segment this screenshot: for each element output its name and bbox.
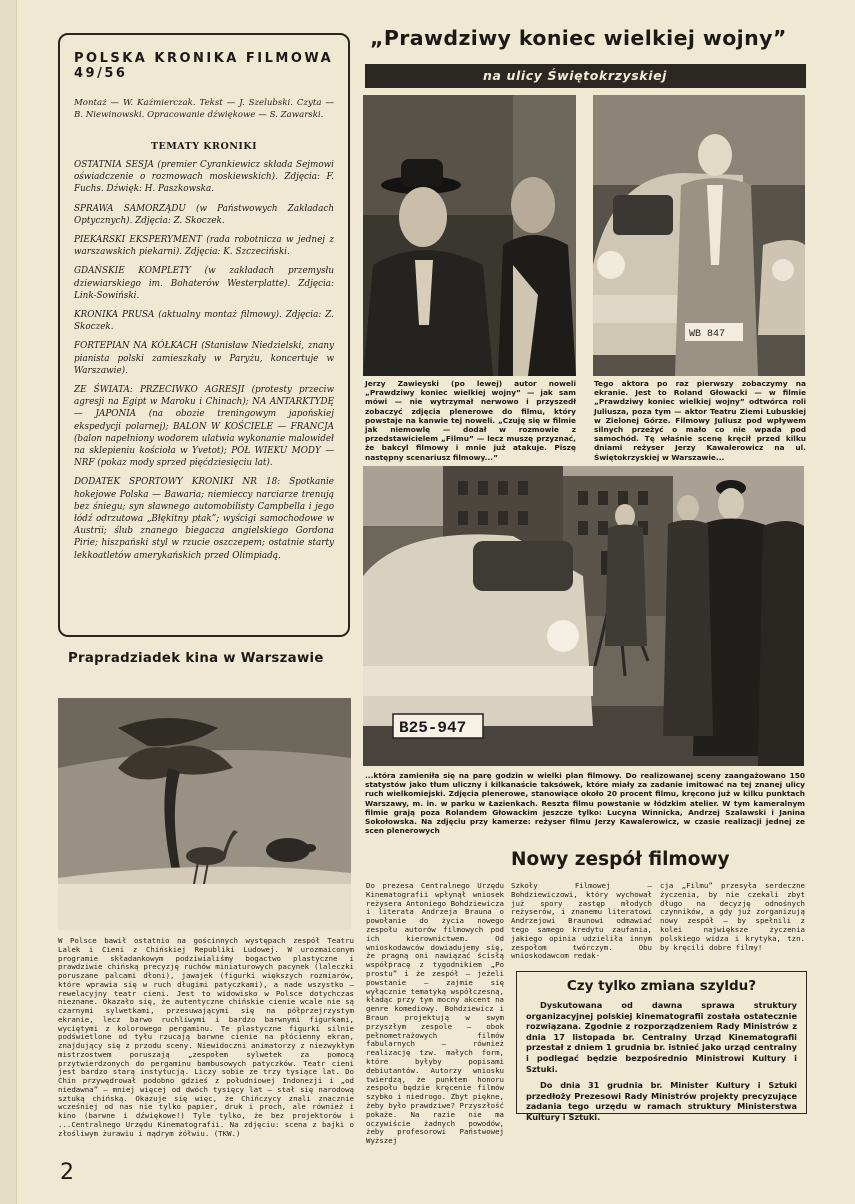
topics-heading: TEMATY KRONIKI — [150, 141, 258, 152]
topic-item: PIEKARSKI EKSPERYMENT (rada robotnicza w jednej z warszawskich piekarni). Zdjęcia: K. Szczeciński. — [74, 235, 334, 258]
topic-item: DODATEK SPORTOWY KRONIKI NR 18: Spotkanie hokejowe Polska — Bawaria; niemieccy narciarze trenują bez śniegu; syn sławnego automobilisty Campbella i jego łódź odrzutowa „Błękitny ptak”; wyścigi samochodowe w Austrii; ślub znanego biegacza angielskiego Gordona Pirie; hiszpański styl w rzucie oszczepem; ostatnie starty lekkoatletów amerykańskich przed Olimpiadą. — [74, 477, 334, 561]
topic-item: ZE ŚWIATA: PRZECIWKO AGRESJI (protesty przeciw agresji na Egipt w Maroku i Chinach); NA ANTARKTYDĘ — JAPONIA (na obozie treningowym japońskiej ekspedycji polarnej); BALON W KOŚCIELE — FRANCJA (balon napełniony wodorem ulatwia wykonanie malowideł na sklepieniu kościoła w Yvetot); PÓŁ WIEKU MODY — NRF (pokaz mody sprzed pięćdziesięciu lat). — [74, 385, 334, 469]
topic-item: FORTEPIAN NA KÓŁKACH (Stanisław Niedzielski, znany pianista polski zamieszkały w Paryżu, koncertuje w Warszawie). — [74, 341, 334, 376]
newsreel-info-box — [58, 33, 350, 637]
grandpa-article-title: Prapradziadek kina w Warszawie — [68, 651, 324, 666]
notice-paragraph: Dyskutowana od dawna sprawa struktury organizacyjnej polskiej kinematografii została ostatecznie rozwiązana. Zgodnie z rozporządzeniem Rady Ministrów z dnia 17 listopada br. Centralny Urząd Kinematografii przestał z dniem 1 grudnia br. istnieć jako urząd centralny i podlegać będzie bezpośrednio Ministrowi Kultury i Sztuki. — [526, 1000, 797, 1074]
topic-item: OSTATNIA SESJA (premier Cyrankiewicz składa Sejmowi oświadczenie o rozmowach moskiewskich). Zdjęcia: F. Fuchs. Dźwięk: H. Paszkowska. — [74, 160, 334, 195]
main-article-title: „Prawdziwy koniec wielkiej wojny” — [370, 26, 787, 50]
topic-item: KRONIKA PRUSA (aktualny montaż filmowy). Zdjęcia: Z. Skoczek. — [74, 310, 334, 333]
info-box-header: POLSKA KRONIKA FILMOWA 49/56 — [74, 51, 334, 81]
photo-shadow-theatre — [58, 698, 351, 930]
notice-paragraph: Do dnia 31 grudnia br. Minister Kultury i Sztuki przedłoży Prezesowi Rady Ministrów projekty precyzujące zadania tego urzędu w ramach struktury Ministerstwa Kultury i Sztuki. — [526, 1080, 797, 1122]
new-team-column-1: Do prezesa Centralnego Urzędu Kinematografii wpłynął wniosek reżysera Antoniego Bohdziewicza i literata Andrzeja Brauna o powołanie do życia nowego zespołu autorów filmowych pod ich kierownictwem. Od wnioskodawców dowiadujemy się, że pragną oni nawiązać ścisłą współpracę z tygodnikiem „Po prostu” i że zespół — jeżeli powstanie — zajmie się wyłącznie tematyką współczesną, kładąc przy tym mocny akcent na genre komediowy. Bohdziewicz i Braun projektują w swym przyszłym zespole — obok pełnometrażowych filmów fabularnych — również realizację tzw. małych form, które byłyby popisami debiutantów. Autorzy wniosku twierdzą, że punktem honoru zespołu będzie kręcenie filmów szybko i niedrogo. Zbyt piękne, żeby było prawdziwe? Przyszłość pokaże. Na razie nie ma oczywiście żadnych powodów, żeby profesorowi Państwowej Wyższej — [366, 881, 504, 1146]
license-plate-large: B25-947 — [399, 719, 467, 737]
topic-item: SPRAWA SAMORZĄDU (w Państwowych Zakładach Optycznych). Zdjęcia: Z. Skoczek. — [74, 203, 334, 226]
caption-film-set: ...która zamieniła się na parę godzin w wielki plan filmowy. Do realizowanej sceny zaangażowano 150 statystów jako tłum uliczny i kilkanaście taksówek, które miały za zadanie imitować na tej znanej ulicy ruch wielkomiejski. Zdjęcia plenerowe, stanowiące około 20 procent filmu, kręcono już w kilku punktach Warszawy, m. in. w parku w Łazienkach. Reszta filmu powstanie w łódzkim atelier. W tym kameralnym filmie grają poza Rolandem Głowackim jeszcze tylko: Lucyna Winnicka, Andrzej Szalawski i Janina Sokołowska. Na zdjęciu przy kamerze: reżyser filmu Jerzy Kawalerowicz, w czasie realizacji jednej ze scen plenerowych — [365, 771, 805, 836]
new-team-column-2: Szkoły Filmowej — Bohdziewiczowi, który wychował już spory zastęp młodych reżyserów, i znanemu literatowi Andrzejowi Braunowi odmawiać tego samego kredytu zaufania, jakiego opinia udzieliła innym zespołom twórczym. Obu wnioskodawcom redak- — [511, 881, 652, 961]
grandpa-article-text: W Polsce bawił ostatnio na gościnnych występach zespół Teatru Lalek i Cieni z Chińskiej Republiki Ludowej. W urozmaiconym programie składankowym podziwialiśmy bogactwo plastyczne i prawdziwie chińską precyzję ruchów miniaturowych pacynek (laleczki poruszane palcami dłoni), jawajek (figurki większych rozmiarów, które wprawia się w ruch długimi patyczkami), a nade wszystko — rewelacyjny teatr cieni. Jest to widowisko w Polsce dotychczas nieznane. Okazało się, że autentyczne chińskie cienie wcale nie są czarnymi sylwetkami, przesuwającymi się na półprzejrzystym ekranie, lecz barwo ruchliwymi i bardzo barwnymi figurkami, wyciętymi z kolorowego pergaminu. Te plastyczne figurki silnie podświetlone od tyłu rzucają barwne cienie na płócienny ekran, znajdujący się z przodu sceny. Niewidoczni animatorzy z niezwykłym mistrzostwem poruszają „zespołem sylwetek za pomocą przytwierdzonych do pergaminu bambusowych patyczków. Teatr cieni jest bardzo starą instytucją. Liczy sobie ze trzy tysiące lat. Do Chin przywędrował podobno gdzieś z południowej Indonezji i „od niedawna” — mniej więcej od dwóch tysięcy lat — stał się narodową sztuką chińską. Okazuje się więc, że Chińczycy znali znacznie wcześniej od nas nie tylko papier, druk i proch, ale również i kino (barwne i dźwiękowe!) Tyle tylko, że bez projektorów i ...Centralnego Urzędu Kinematografii. Na zdjęciu: scena z bajki o złośliwym żurawiu i mądrym żółwiu. (TKW.) — [58, 936, 354, 1138]
notice-box-title: Czy tylko zmiana szyldu? — [566, 978, 757, 994]
notice-box — [516, 971, 807, 1122]
photo-film-set — [363, 466, 804, 766]
photo-actor-glowacki — [593, 95, 805, 376]
caption-right: Tego aktora po raz pierwszy zobaczymy na ekranie. Jest to Roland Głowacki — w filmie „Prawdziwy koniec wielkiej wojny” odtwórca roli Juliusza, poza tym — aktor Teatru Ziemi Lubuskiej w Zielonej Górze. Filmowy Juliusz pod wpływem silnych przeżyć o mało co nie wpada pod samochód. Tę właśnie scenę kręcił przed kilku dniami reżyser Jerzy Kawalerowicz na ul. Świętokrzyskiej w Warszawie... — [594, 379, 806, 462]
photo-author-zawieyski — [363, 95, 576, 376]
main-article-subtitle: na ulicy Świętokrzyskiej — [365, 64, 806, 88]
credits-text: Montaż — W. Kaźmierczak. Tekst — J. Szelubski. Czyta — B. Niewinowski. Opracowanie dźwiękowe — S. Zawarski. — [74, 98, 334, 120]
new-team-article-title: Nowy zespół filmowy — [511, 849, 730, 870]
new-team-column-3: cja „Filmu” przesyła serdeczne życzenia, by nie czekali zbyt długo na decyzję odnośnych czynników, a gdy już zorganizują nowy zespół — by spełnili z kolei największe życzenia polskiego widza i krytyka, tzn. by kręcili dobre filmy! — [660, 881, 805, 952]
page-number: 2 — [60, 1160, 74, 1185]
caption-left: Jerzy Zawieyski (po lewej) autor noweli „Prawdziwy koniec wielkiej wojny” — jak sam mówi — nie wytrzymał nerwowo i przyszedł zobaczyć zdjęcia plenerowe do filmu, który powstaje na kanwie tej noweli. „Czuję się w filmie jak niemowlę — dodał w rozmowie z przedstawicielem „Filmu” — lecz muszę przyznać, że bakcyl filmowy i mnie już atakuje. Piszę następny scenariusz filmowy...” — [365, 379, 576, 462]
topic-item: GDAŃSKIE KOMPLETY (w zakładach przemysłu dziewiarskiego im. Bohaterów Westerplatte). Zdjęcia: Link-Sowiński. — [74, 266, 334, 301]
page-binding-edge — [0, 0, 17, 1204]
license-plate-small: WB 847 — [689, 329, 726, 340]
